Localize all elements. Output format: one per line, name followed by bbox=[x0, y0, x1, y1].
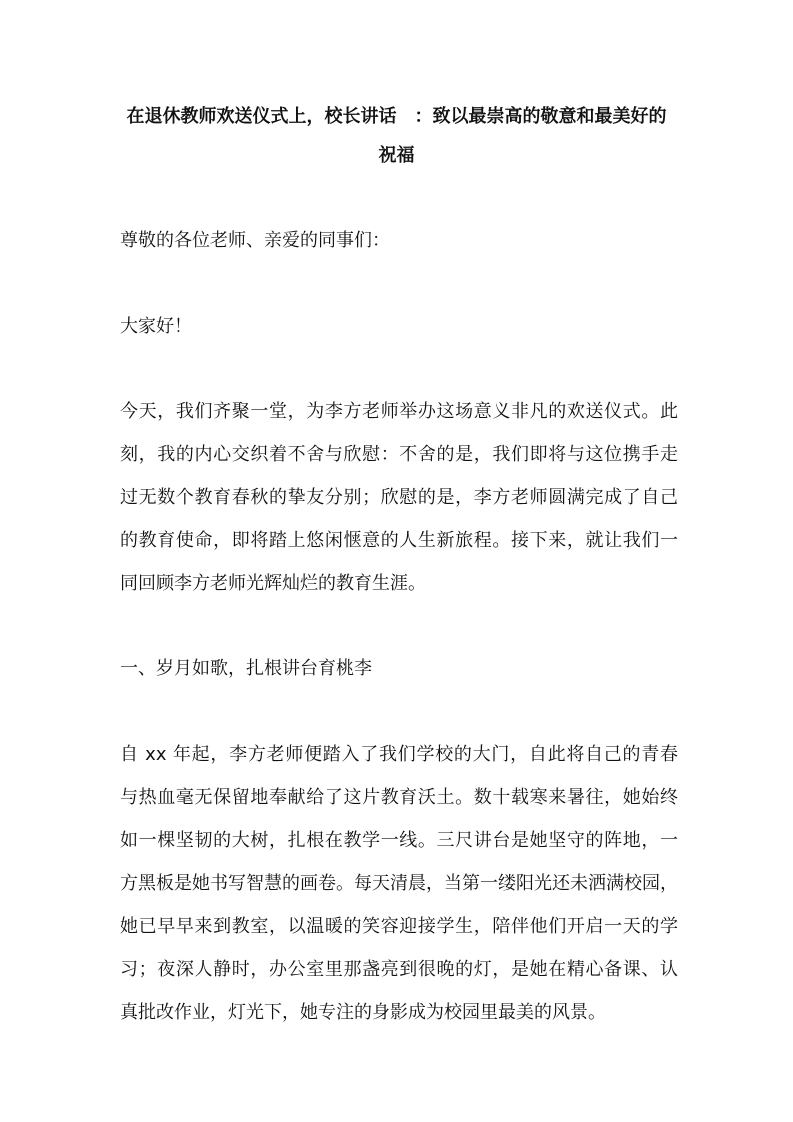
document-title-line2: 祝福 bbox=[378, 145, 415, 166]
paragraph-line: 习；夜深人静时，办公室里那盏亮到很晚的灯，是她在精心备课、认 bbox=[120, 959, 678, 980]
paragraph-line: 同回顾李方老师光辉灿烂的教育生涯。 bbox=[120, 573, 426, 594]
hello-line: 大家好！ bbox=[120, 316, 192, 337]
greeting: 尊敬的各位老师、亲爱的同事们： bbox=[120, 230, 390, 251]
document-title-line1: 在退休教师欢送仪式上，校长讲话 ：致以最崇高的敬意和最美好的 bbox=[126, 106, 667, 127]
paragraph-line: 自 xx 年起，李方老师便踏入了我们学校的大门，自此将自己的青春 bbox=[120, 744, 678, 765]
paragraph-line: 的教育使命，即将踏上悠闲惬意的人生新旅程。接下来，就让我们一 bbox=[120, 530, 678, 551]
paragraph-1 bbox=[120, 390, 678, 605]
paragraph-line: 与热血毫无保留地奉献给了这片教育沃土。数十载寒来暑往，她始终 bbox=[120, 787, 678, 808]
paragraph-line: 今天，我们齐聚一堂，为李方老师举办这场意义非凡的欢送仪式。此 bbox=[120, 401, 678, 422]
paragraph-line: 过无数个教育春秋的挚友分别；欣慰的是，李方老师圆满完成了自己 bbox=[120, 487, 678, 508]
paragraph-2 bbox=[120, 733, 678, 1034]
paragraph-line: 她已早早来到教室，以温暖的笑容迎接学生，陪伴他们开启一天的学 bbox=[120, 916, 678, 937]
paragraph-line: 真批改作业，灯光下，她专注的身影成为校园里最美的风景。 bbox=[120, 1002, 606, 1023]
paragraph-line: 刻，我的内心交织着不舍与欣慰：不舍的是，我们即将与这位携手走 bbox=[120, 444, 678, 465]
paragraph-line: 方黑板是她书写智慧的画卷。每天清晨，当第一缕阳光还未洒满校园， bbox=[120, 873, 678, 894]
section-heading: 一、岁月如歌，扎根讲台育桃李 bbox=[120, 658, 372, 679]
paragraph-line: 如一棵坚韧的大树，扎根在教学一线。三尺讲台是她坚守的阵地，一 bbox=[120, 830, 678, 851]
